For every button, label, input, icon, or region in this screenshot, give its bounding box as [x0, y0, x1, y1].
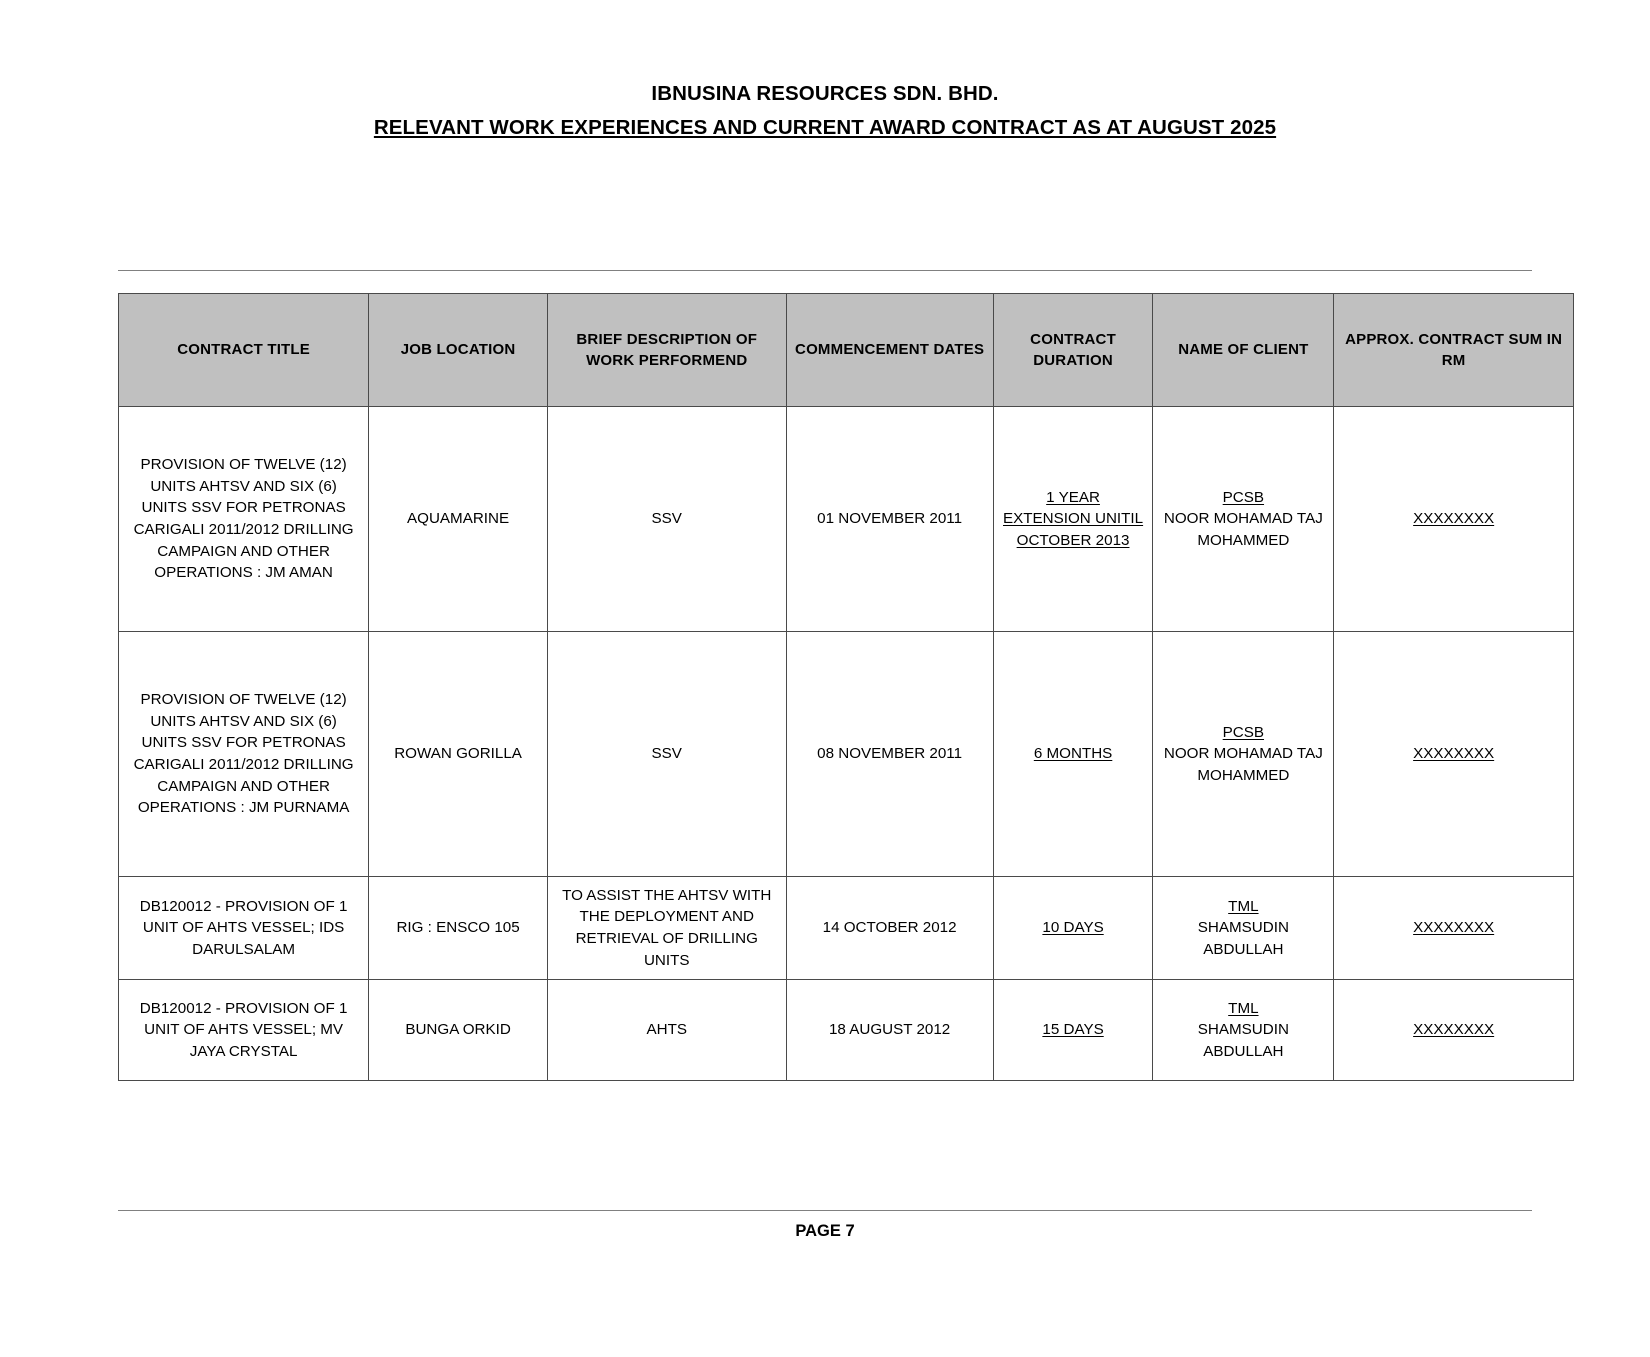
document-page	[0, 82, 1650, 1357]
cell-client	[1153, 632, 1334, 877]
column-header-contract-title: CONTRACT TITLE	[119, 294, 369, 407]
contract-sum-text: XXXXXXXX	[1413, 745, 1495, 763]
cell-contract-title: PROVISION OF TWELVE (12) UNITS AHTSV AND SIX (6) UNITS SSV FOR PETRONAS CARIGALI 2011/2012 DRILLING CAMPAIGN AND OTHER OPERATIONS : JM AMAN	[119, 407, 369, 632]
cell-commencement-date: 18 AUGUST 2012	[786, 980, 993, 1081]
cell-contract-title: PROVISION OF TWELVE (12) UNITS AHTSV AND SIX (6) UNITS SSV FOR PETRONAS CARIGALI 2011/2012 DRILLING CAMPAIGN AND OTHER OPERATIONS : JM PURNAMA	[119, 632, 369, 877]
cell-description: AHTS	[547, 980, 786, 1081]
cell-contract-sum	[1334, 980, 1574, 1081]
cell-description: SSV	[547, 632, 786, 877]
table-row	[119, 877, 1574, 980]
duration-text: 10 DAYS	[1042, 919, 1104, 937]
client-code: PCSB	[1222, 723, 1265, 741]
client-name: SHAMSUDIN ABDULLAH	[1197, 1021, 1289, 1060]
cell-contract-duration	[993, 632, 1153, 877]
cell-contract-sum	[1334, 877, 1574, 980]
cell-job-location: AQUAMARINE	[369, 407, 548, 632]
table-header-row	[119, 294, 1574, 407]
cell-contract-duration	[993, 407, 1153, 632]
client-name: SHAMSUDIN ABDULLAH	[1197, 919, 1289, 958]
footer-divider	[118, 1210, 1532, 1211]
contract-sum-text: XXXXXXXX	[1413, 510, 1495, 528]
contract-sum-text: XXXXXXXX	[1413, 1021, 1495, 1039]
duration-text: 6 MONTHS	[1033, 745, 1113, 763]
page-subtitle-text: RELEVANT WORK EXPERIENCES AND CURRENT AWARD CONTRACT AS AT AUGUST 2025	[373, 116, 1277, 139]
cell-commencement-date: 08 NOVEMBER 2011	[786, 632, 993, 877]
client-name: NOOR MOHAMAD TAJ MOHAMMED	[1163, 510, 1323, 549]
column-header-commencement-dates: COMMENCEMENT DATES	[786, 294, 993, 407]
cell-contract-sum	[1334, 632, 1574, 877]
contracts-table	[118, 293, 1574, 1081]
cell-client	[1153, 407, 1334, 632]
cell-job-location: ROWAN GORILLA	[369, 632, 548, 877]
cell-client	[1153, 980, 1334, 1081]
client-code: TML	[1228, 999, 1259, 1017]
client-name: NOOR MOHAMAD TAJ MOHAMMED	[1163, 745, 1323, 784]
cell-description: TO ASSIST THE AHTSV WITH THE DEPLOYMENT AND RETRIEVAL OF DRILLING UNITS	[547, 877, 786, 980]
column-header-contract-sum: APPROX. CONTRACT SUM IN RM	[1334, 294, 1574, 407]
cell-commencement-date: 14 OCTOBER 2012	[786, 877, 993, 980]
header-divider	[118, 270, 1532, 271]
column-header-job-location: JOB LOCATION	[369, 294, 548, 407]
column-header-contract-duration: CONTRACT DURATION	[993, 294, 1153, 407]
duration-text: 1 YEAR EXTENSION UNITIL OCTOBER 2013	[1003, 488, 1144, 549]
contract-sum-text: XXXXXXXX	[1413, 919, 1495, 937]
cell-contract-sum	[1334, 407, 1574, 632]
cell-client	[1153, 877, 1334, 980]
table-row	[119, 980, 1574, 1081]
client-code: TML	[1228, 897, 1259, 915]
client-code: PCSB	[1222, 488, 1265, 506]
cell-contract-title: DB120012 - PROVISION OF 1 UNIT OF AHTS VESSEL; IDS DARULSALAM	[119, 877, 369, 980]
page-title: IBNUSINA RESOURCES SDN. BHD.	[651, 82, 999, 105]
page-subtitle	[0, 116, 1650, 140]
page-footer: PAGE 7	[795, 1222, 855, 1240]
cell-contract-title: DB120012 - PROVISION OF 1 UNIT OF AHTS VESSEL; MV JAYA CRYSTAL	[119, 980, 369, 1081]
cell-contract-duration	[993, 877, 1153, 980]
cell-description: SSV	[547, 407, 786, 632]
table-row	[119, 407, 1574, 632]
column-header-description: BRIEF DESCRIPTION OF WORK PERFORMEND	[547, 294, 786, 407]
duration-text: 15 DAYS	[1042, 1021, 1104, 1039]
cell-job-location: BUNGA ORKID	[369, 980, 548, 1081]
cell-job-location: RIG : ENSCO 105	[369, 877, 548, 980]
cell-commencement-date: 01 NOVEMBER 2011	[786, 407, 993, 632]
cell-contract-duration	[993, 980, 1153, 1081]
table-row	[119, 632, 1574, 877]
column-header-name-of-client: NAME OF CLIENT	[1153, 294, 1334, 407]
